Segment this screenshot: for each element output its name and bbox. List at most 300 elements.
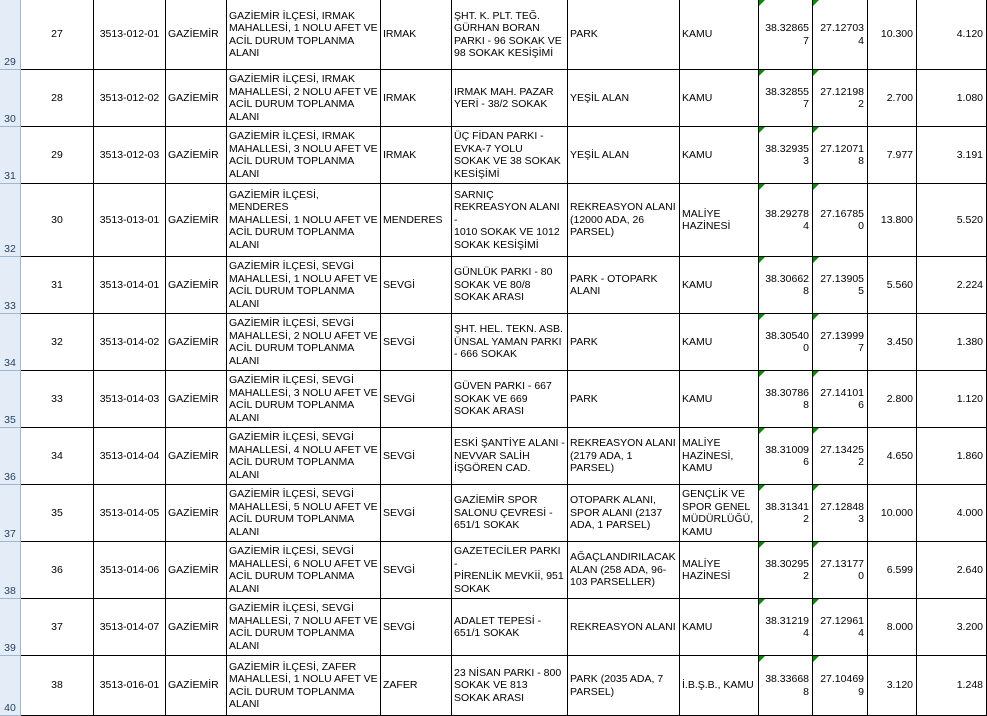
cell-area[interactable] — [868, 599, 917, 656]
cell-place[interactable] — [452, 656, 568, 716]
cell-owner[interactable] — [680, 485, 759, 542]
cell-text: 38.33668 8 — [765, 673, 809, 698]
cell-text: GAZİEMİR İLÇESİ, ZAFER MAHALLESİ, 1 NOLU AFET VE ACİL DURUM TOPLANMA ALANI — [229, 660, 378, 710]
error-indicator-icon — [759, 314, 765, 320]
cell-type[interactable] — [568, 485, 680, 542]
cell-lon[interactable] — [813, 542, 868, 599]
cell-text: SEVGİ — [383, 620, 416, 633]
cell-lat[interactable] — [759, 127, 813, 184]
cell-district[interactable] — [166, 599, 227, 656]
cell-code[interactable] — [94, 127, 166, 184]
cell-owner[interactable] — [680, 127, 759, 184]
table-row — [0, 599, 987, 656]
cell-owner[interactable] — [680, 428, 759, 485]
cell-text: GAZİEMİR — [168, 449, 219, 462]
cell-district[interactable] — [166, 371, 227, 428]
cell-code[interactable] — [94, 599, 166, 656]
cell-text: YEŞİL ALAN — [570, 148, 630, 161]
cell-text: 38.30786 8 — [765, 386, 809, 411]
cell-no[interactable] — [21, 656, 94, 716]
cell-text: 7.977 — [886, 148, 913, 161]
cell-area[interactable] — [868, 656, 917, 716]
cell-text: KAMU — [682, 335, 713, 348]
cell-text: 34 — [51, 449, 63, 462]
error-indicator-icon — [759, 257, 765, 263]
cell-owner[interactable] — [680, 542, 759, 599]
cell-code[interactable] — [94, 656, 166, 716]
error-indicator-icon — [813, 371, 819, 377]
cell-text: GENÇLİK VE SPOR GENEL MÜDÜRLÜĞÜ, KAMU — [682, 488, 754, 538]
cell-text: GAZİEMİR — [168, 278, 219, 291]
cell-no[interactable] — [21, 257, 94, 314]
cell-text: REKREASYON ALANI — [570, 620, 676, 633]
cell-text: 27.13425 2 — [820, 443, 864, 468]
cell-place[interactable] — [452, 485, 568, 542]
cell-text: 4.000 — [956, 506, 983, 519]
cell-lat[interactable] — [759, 314, 813, 371]
table-row — [0, 0, 987, 70]
row-header[interactable]: 34 — [0, 314, 21, 371]
cell-text: 3513-014-06 — [99, 563, 160, 576]
cell-lat[interactable] — [759, 656, 813, 716]
cell-place[interactable] — [452, 428, 568, 485]
row-header[interactable]: 35 — [0, 371, 21, 428]
cell-text: SEVGİ — [383, 278, 416, 291]
cell-text: 3513-013-01 — [99, 213, 160, 226]
cell-text: 27.13999 7 — [820, 329, 864, 354]
cell-lat[interactable] — [759, 0, 813, 70]
cell-text: 27.12198 2 — [820, 85, 864, 110]
cell-text: 32 — [51, 335, 63, 348]
cell-district[interactable] — [166, 127, 227, 184]
cell-place[interactable] — [452, 257, 568, 314]
cell-text: SARNIÇ REKREASYON ALANI - 1010 SOKAK VE 1012 SOKAK KESİŞİMİ — [454, 188, 560, 251]
cell-text: 38.31219 4 — [765, 614, 809, 639]
cell-text: 6.599 — [886, 563, 913, 576]
cell-lat[interactable] — [759, 428, 813, 485]
cell-lon[interactable] — [813, 0, 868, 70]
cell-district[interactable] — [166, 314, 227, 371]
cell-neigh[interactable] — [381, 542, 452, 599]
cell-text: GAZİEMİR İLÇESİ, SEVGİ MAHALLESİ, 6 NOLU AFET VE ACİL DURUM TOPLANMA ALANI — [229, 545, 378, 595]
error-indicator-icon — [759, 0, 765, 6]
cell-text: 27.14101 6 — [820, 386, 864, 411]
cell-place[interactable] — [452, 0, 568, 70]
cell-owner[interactable] — [680, 314, 759, 371]
cell-neigh[interactable] — [381, 485, 452, 542]
cell-cap[interactable] — [917, 314, 987, 371]
cell-text: KAMU — [682, 28, 713, 41]
cell-no[interactable] — [21, 542, 94, 599]
cell-text: 1.248 — [956, 679, 983, 692]
cell-text: 27.12703 4 — [820, 22, 864, 47]
cell-type[interactable] — [568, 127, 680, 184]
cell-place[interactable] — [452, 184, 568, 257]
cell-text: 38.30540 0 — [765, 329, 809, 354]
cell-district[interactable] — [166, 656, 227, 716]
cell-place[interactable] — [452, 314, 568, 371]
cell-text: GAZİEMİR İLÇESİ, MENDERES MAHALLESİ, 1 NOLU AFET VE ACİL DURUM TOPLANMA ALANI — [229, 188, 378, 251]
cell-text: 2.800 — [886, 392, 913, 405]
error-indicator-icon — [813, 599, 819, 605]
cell-text: SEVGİ — [383, 392, 416, 405]
cell-neigh[interactable] — [381, 184, 452, 257]
cell-place[interactable] — [452, 371, 568, 428]
cell-code[interactable] — [94, 314, 166, 371]
cell-text: 13.800 — [880, 213, 913, 226]
cell-code[interactable] — [94, 257, 166, 314]
cell-neigh[interactable] — [381, 428, 452, 485]
cell-text: GAZİEMİR İLÇESİ, SEVGİ MAHALLESİ, 7 NOLU AFET VE ACİL DURUM TOPLANMA ALANI — [229, 602, 378, 652]
cell-text: KAMU — [682, 392, 713, 405]
cell-no[interactable] — [21, 371, 94, 428]
cell-lat[interactable] — [759, 371, 813, 428]
cell-lat[interactable] — [759, 485, 813, 542]
cell-area[interactable] — [868, 314, 917, 371]
cell-cap[interactable] — [917, 257, 987, 314]
cell-text: 37 — [51, 620, 63, 633]
cell-desc[interactable] — [227, 542, 381, 599]
cell-text: 38.32865 7 — [765, 22, 809, 47]
cell-text: 10.000 — [880, 506, 913, 519]
cell-desc[interactable] — [227, 70, 381, 127]
cell-lat[interactable] — [759, 542, 813, 599]
cell-text: 10.300 — [880, 28, 913, 41]
cell-cap[interactable] — [917, 599, 987, 656]
cell-text: 1.120 — [956, 392, 983, 405]
cell-owner[interactable] — [680, 0, 759, 70]
cell-no[interactable] — [21, 0, 94, 70]
cell-district[interactable] — [166, 184, 227, 257]
cell-text: 28 — [51, 91, 63, 104]
cell-text: GAZİEMİR — [168, 213, 219, 226]
cell-neigh[interactable] — [381, 0, 452, 70]
cell-text: 5.560 — [886, 278, 913, 291]
cell-text: 38.32935 3 — [765, 142, 809, 167]
cell-neigh[interactable] — [381, 257, 452, 314]
cell-cap[interactable] — [917, 184, 987, 257]
cell-cap[interactable] — [917, 0, 987, 70]
cell-cap[interactable] — [917, 371, 987, 428]
row-header[interactable]: 38 — [0, 542, 21, 599]
cell-code[interactable] — [94, 485, 166, 542]
cell-lon[interactable] — [813, 428, 868, 485]
cell-district[interactable] — [166, 0, 227, 70]
cell-text: YEŞİL ALAN — [570, 91, 630, 104]
cell-place[interactable] — [452, 127, 568, 184]
cell-text: 3513-016-01 — [99, 679, 160, 692]
cell-text: 4.650 — [886, 449, 913, 462]
error-indicator-icon — [813, 656, 819, 662]
table-row — [0, 70, 987, 127]
cell-text: 38.30295 2 — [765, 557, 809, 582]
cell-text: 27.10469 9 — [820, 673, 864, 698]
row-header[interactable]: 29 — [0, 0, 21, 70]
cell-desc[interactable] — [227, 656, 381, 716]
cell-cap[interactable] — [917, 70, 987, 127]
error-indicator-icon — [813, 184, 819, 190]
cell-lon[interactable] — [813, 371, 868, 428]
cell-type[interactable] — [568, 70, 680, 127]
cell-cap[interactable] — [917, 428, 987, 485]
cell-lat[interactable] — [759, 70, 813, 127]
cell-lon[interactable] — [813, 70, 868, 127]
cell-area[interactable] — [868, 0, 917, 70]
cell-text: 30 — [51, 213, 63, 226]
cell-text: GAZİEMİR — [168, 28, 219, 41]
cell-text: GÜVEN PARKI - 667 SOKAK VE 669 SOKAK ARASI — [454, 380, 552, 418]
cell-text: 2.224 — [956, 278, 983, 291]
cell-type[interactable] — [568, 371, 680, 428]
error-indicator-icon — [813, 485, 819, 491]
cell-district[interactable] — [166, 485, 227, 542]
cell-type[interactable] — [568, 314, 680, 371]
cell-owner[interactable] — [680, 599, 759, 656]
cell-code[interactable] — [94, 70, 166, 127]
cell-text: MALİYE HAZİNESİ — [682, 557, 731, 582]
table-row — [0, 371, 987, 428]
cell-text: 3.450 — [886, 335, 913, 348]
cell-text: GAZİEMİR — [168, 620, 219, 633]
cell-no[interactable] — [21, 428, 94, 485]
cell-neigh[interactable] — [381, 70, 452, 127]
cell-text: GAZİEMİR İLÇESİ, SEVGİ MAHALLESİ, 4 NOLU AFET VE ACİL DURUM TOPLANMA ALANI — [229, 431, 378, 481]
cell-cap[interactable] — [917, 485, 987, 542]
cell-text: 3.120 — [886, 679, 913, 692]
cell-text: GAZİEMİR — [168, 91, 219, 104]
cell-desc[interactable] — [227, 599, 381, 656]
cell-text: 1.380 — [956, 335, 983, 348]
cell-owner[interactable] — [680, 70, 759, 127]
cell-text: 23 NİSAN PARKI - 800 SOKAK VE 813 SOKAK ARASI — [454, 666, 562, 704]
cell-owner[interactable] — [680, 656, 759, 716]
cell-text: 2.700 — [886, 91, 913, 104]
cell-lat[interactable] — [759, 599, 813, 656]
cell-text: 27.16785 0 — [820, 207, 864, 232]
cell-text: SEVGİ — [383, 563, 416, 576]
error-indicator-icon — [759, 485, 765, 491]
row-header[interactable]: 31 — [0, 127, 21, 184]
cell-neigh[interactable] — [381, 371, 452, 428]
cell-text: ESKİ ŞANTİYE ALANI - NEVVAR SALİH İŞGÖREN CAD. — [454, 437, 565, 475]
cell-text: 3513-014-03 — [99, 392, 160, 405]
cell-text: 3513-014-07 — [99, 620, 160, 633]
cell-lon[interactable] — [813, 656, 868, 716]
cell-text: IRMAK — [383, 28, 417, 41]
cell-type[interactable] — [568, 542, 680, 599]
cell-desc[interactable] — [227, 485, 381, 542]
error-indicator-icon — [759, 542, 765, 548]
cell-place[interactable] — [452, 542, 568, 599]
cell-text: 2.640 — [956, 563, 983, 576]
cell-text: IRMAK — [383, 148, 417, 161]
error-indicator-icon — [759, 656, 765, 662]
cell-text: 38.29278 4 — [765, 207, 809, 232]
cell-text: 27.13905 5 — [820, 272, 864, 297]
row-header[interactable]: 37 — [0, 485, 21, 542]
cell-neigh[interactable] — [381, 656, 452, 716]
cell-desc[interactable] — [227, 184, 381, 257]
cell-type[interactable] — [568, 0, 680, 70]
cell-text: ŞHT. HEL. TEKN. ASB. ÜNSAL YAMAN PARKI - 666 SOKAK — [454, 323, 563, 361]
error-indicator-icon — [813, 314, 819, 320]
cell-text: 3513-014-02 — [99, 335, 160, 348]
row-header[interactable]: 40 — [0, 656, 21, 716]
cell-text: SEVGİ — [383, 335, 416, 348]
cell-text: GAZİEMİR — [168, 563, 219, 576]
cell-lon[interactable] — [813, 314, 868, 371]
cell-text: 38.31341 2 — [765, 500, 809, 525]
table-row — [0, 542, 987, 599]
cell-text: PARK — [570, 335, 598, 348]
row-header[interactable]: 33 — [0, 257, 21, 314]
cell-type[interactable] — [568, 599, 680, 656]
cell-code[interactable] — [94, 0, 166, 70]
cell-text: 38.32855 7 — [765, 85, 809, 110]
cell-text: MALİYE HAZİNESİ — [682, 207, 731, 232]
cell-text: GAZİEMİR İLÇESİ, SEVGİ MAHALLESİ, 2 NOLU AFET VE ACİL DURUM TOPLANMA ALANI — [229, 317, 378, 367]
cell-area[interactable] — [868, 257, 917, 314]
cell-neigh[interactable] — [381, 599, 452, 656]
cell-text: 27.13177 0 — [820, 557, 864, 582]
row-header[interactable]: 30 — [0, 70, 21, 127]
cell-text: IRMAK — [383, 91, 417, 104]
cell-code[interactable] — [94, 184, 166, 257]
cell-type[interactable] — [568, 428, 680, 485]
cell-place[interactable] — [452, 599, 568, 656]
cell-area[interactable] — [868, 542, 917, 599]
cell-text: ŞHT. K. PLT. TEĞ. GÜRHAN BORAN PARKI - 96 SOKAK VE 98 SOKAK KESİŞİMİ — [454, 9, 562, 59]
cell-text: 38.31009 6 — [765, 443, 809, 468]
cell-district[interactable] — [166, 428, 227, 485]
cell-lon[interactable] — [813, 184, 868, 257]
cell-text: GAZİEMİR — [168, 335, 219, 348]
cell-no[interactable] — [21, 314, 94, 371]
cell-desc[interactable] — [227, 428, 381, 485]
cell-district[interactable] — [166, 70, 227, 127]
cell-text: 5.520 — [956, 213, 983, 226]
cell-text: AĞAÇLANDIRILACAK ALAN (258 ADA, 96- 103 PARSELLER) — [570, 551, 676, 589]
cell-text: KAMU — [682, 620, 713, 633]
row-header[interactable]: 36 — [0, 428, 21, 485]
cell-text: 36 — [51, 563, 63, 576]
cell-area[interactable] — [868, 184, 917, 257]
cell-area[interactable] — [868, 127, 917, 184]
cell-lon[interactable] — [813, 127, 868, 184]
cell-text: 3513-014-01 — [99, 278, 160, 291]
cell-type[interactable] — [568, 656, 680, 716]
cell-text: 27.12071 8 — [820, 142, 864, 167]
cell-text: 31 — [51, 278, 63, 291]
cell-text: ÜÇ FİDAN PARKI - EVKA-7 YOLU SOKAK VE 38 SOKAK KESİŞİMİ — [454, 130, 561, 180]
cell-neigh[interactable] — [381, 314, 452, 371]
error-indicator-icon — [759, 599, 765, 605]
cell-text: 3513-014-04 — [99, 449, 160, 462]
cell-owner[interactable] — [680, 257, 759, 314]
cell-text: GAZETECİLER PARKI - PİRENLİK MEVKİİ, 951 SOKAK — [454, 545, 564, 595]
cell-text: 29 — [51, 148, 63, 161]
cell-type[interactable] — [568, 184, 680, 257]
cell-district[interactable] — [166, 257, 227, 314]
cell-desc[interactable] — [227, 257, 381, 314]
cell-no[interactable] — [21, 485, 94, 542]
cell-code[interactable] — [94, 371, 166, 428]
cell-text: GAZİEMİR İLÇESİ, SEVGİ MAHALLESİ, 5 NOLU AFET VE ACİL DURUM TOPLANMA ALANI — [229, 488, 378, 538]
cell-text: 4.120 — [956, 28, 983, 41]
cell-text: 3.200 — [956, 620, 983, 633]
cell-area[interactable] — [868, 485, 917, 542]
row-header[interactable]: 32 — [0, 184, 21, 257]
cell-no[interactable] — [21, 599, 94, 656]
cell-text: PARK — [570, 392, 598, 405]
cell-area[interactable] — [868, 70, 917, 127]
cell-lon[interactable] — [813, 257, 868, 314]
cell-area[interactable] — [868, 428, 917, 485]
cell-text: GAZİEMİR İLÇESİ, SEVGİ MAHALLESİ, 3 NOLU AFET VE ACİL DURUM TOPLANMA ALANI — [229, 374, 378, 424]
cell-code[interactable] — [94, 542, 166, 599]
cell-lat[interactable] — [759, 257, 813, 314]
cell-no[interactable] — [21, 184, 94, 257]
row-header[interactable]: 39 — [0, 599, 21, 656]
cell-cap[interactable] — [917, 542, 987, 599]
cell-text: 38.30662 8 — [765, 272, 809, 297]
cell-desc[interactable] — [227, 127, 381, 184]
cell-text: GAZİEMİR — [168, 679, 219, 692]
cell-cap[interactable] — [917, 127, 987, 184]
cell-place[interactable] — [452, 70, 568, 127]
cell-cap[interactable] — [917, 656, 987, 716]
cell-text: GAZİEMİR — [168, 506, 219, 519]
cell-text: MENDERES — [383, 213, 443, 226]
cell-neigh[interactable] — [381, 127, 452, 184]
cell-text: SEVGİ — [383, 506, 416, 519]
cell-desc[interactable] — [227, 371, 381, 428]
cell-text: PARK — [570, 28, 598, 41]
cell-lon[interactable] — [813, 599, 868, 656]
cell-desc[interactable] — [227, 0, 381, 70]
table-row — [0, 485, 987, 542]
error-indicator-icon — [813, 542, 819, 548]
error-indicator-icon — [813, 70, 819, 76]
cell-text: KAMU — [682, 148, 713, 161]
cell-text: 3513-014-05 — [99, 506, 160, 519]
cell-text: 3513-012-01 — [99, 28, 160, 41]
cell-text: 38 — [51, 679, 63, 692]
cell-no[interactable] — [21, 70, 94, 127]
error-indicator-icon — [759, 70, 765, 76]
cell-text: ADALET TEPESİ - 651/1 SOKAK — [454, 614, 542, 639]
error-indicator-icon — [759, 184, 765, 190]
cell-code[interactable] — [94, 428, 166, 485]
cell-text: 1.080 — [956, 91, 983, 104]
cell-text: REKREASYON ALANI (2179 ADA, 1 PARSEL) — [570, 437, 676, 475]
cell-no[interactable] — [21, 127, 94, 184]
cell-type[interactable] — [568, 257, 680, 314]
cell-lat[interactable] — [759, 184, 813, 257]
cell-text: 3513-012-02 — [99, 91, 160, 104]
cell-text: 27.12848 3 — [820, 500, 864, 525]
cell-lon[interactable] — [813, 485, 868, 542]
cell-owner[interactable] — [680, 184, 759, 257]
cell-owner[interactable] — [680, 371, 759, 428]
cell-text: MALİYE HAZİNESİ, KAMU — [682, 437, 734, 475]
cell-desc[interactable] — [227, 314, 381, 371]
cell-district[interactable] — [166, 542, 227, 599]
cell-area[interactable] — [868, 371, 917, 428]
cell-text: GAZİEMİR İLÇESİ, IRMAK MAHALLESİ, 1 NOLU AFET VE ACİL DURUM TOPLANMA ALANI — [229, 9, 378, 59]
cell-text: 33 — [51, 392, 63, 405]
cell-text: KAMU — [682, 91, 713, 104]
